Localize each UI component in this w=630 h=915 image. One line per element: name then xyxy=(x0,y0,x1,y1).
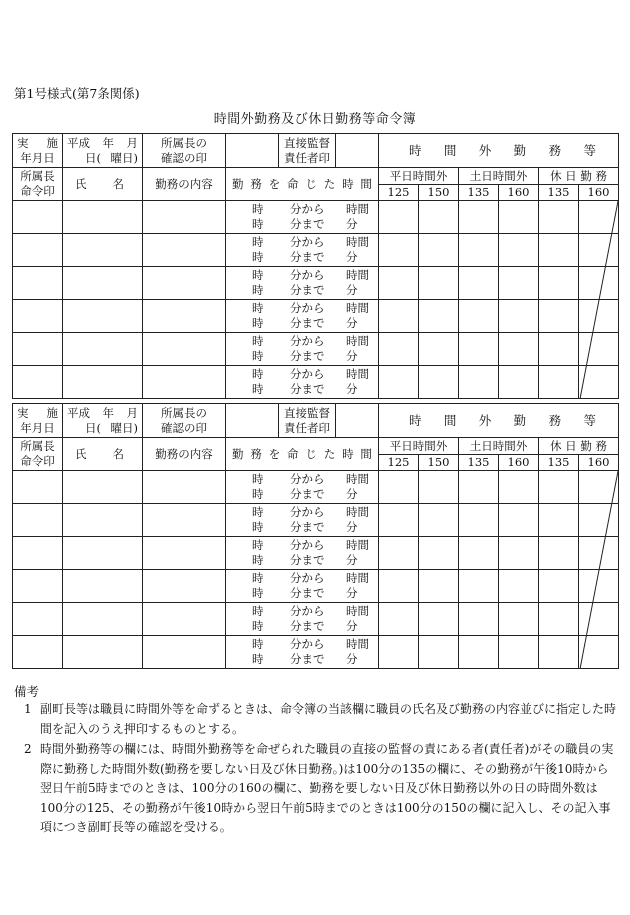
rate-cell-2[interactable] xyxy=(459,267,499,300)
date-field[interactable]: 平成 年 月 日( 曜日) xyxy=(63,134,143,168)
register-table-block-2 xyxy=(12,403,619,669)
rate-header-5: 160 xyxy=(579,185,619,201)
rate-cell-5[interactable] xyxy=(579,504,619,537)
work-content-header: 勤務の内容 xyxy=(143,438,226,471)
rate-cell-2[interactable] xyxy=(459,636,499,669)
rate-cell-1[interactable] xyxy=(419,471,459,504)
rate-cell-4[interactable] xyxy=(539,636,579,669)
rate-cell-0[interactable] xyxy=(379,636,419,669)
holiday-work-header: 休 日 勤 務 xyxy=(539,438,619,455)
supervisor-confirmation-label: 所属長の 確認の印 xyxy=(143,134,226,168)
table-row xyxy=(13,636,619,669)
table-row xyxy=(13,333,619,366)
rate-cell-0[interactable] xyxy=(379,267,419,300)
rate-cell-2[interactable] xyxy=(459,537,499,570)
work-content-cell[interactable] xyxy=(143,636,226,669)
ordered-time-cell[interactable]: 時 分から 時間 時 分まで 分 xyxy=(226,333,379,366)
name-cell[interactable] xyxy=(63,537,143,570)
overtime-header: 時 間 外 勤 務 等 xyxy=(379,404,619,438)
rate-cell-2[interactable] xyxy=(459,201,499,234)
work-content-cell[interactable] xyxy=(143,366,226,399)
rate-cell-3[interactable] xyxy=(499,504,539,537)
commander-seal-cell[interactable] xyxy=(13,603,63,636)
remark-number: 1 xyxy=(24,702,32,716)
rate-cell-1[interactable] xyxy=(419,636,459,669)
rate-cell-0[interactable] xyxy=(379,603,419,636)
rate-cell-4[interactable] xyxy=(539,537,579,570)
table-row xyxy=(13,570,619,603)
direct-supervisor-seal[interactable] xyxy=(336,404,379,438)
rate-cell-3[interactable] xyxy=(499,267,539,300)
implementation-date-label: 実 施 年月日 xyxy=(13,404,63,438)
rate-cell-5[interactable] xyxy=(579,366,619,399)
commander-seal-label: 所属長 命令印 xyxy=(13,168,63,201)
name-cell[interactable] xyxy=(63,570,143,603)
rate-cell-2[interactable] xyxy=(459,333,499,366)
name-cell[interactable] xyxy=(63,267,143,300)
rate-cell-2[interactable] xyxy=(459,603,499,636)
name-column-header: 氏 名 xyxy=(63,438,143,471)
rate-cell-0[interactable] xyxy=(379,366,419,399)
table-row xyxy=(13,201,619,234)
rate-cell-0[interactable] xyxy=(379,537,419,570)
name-cell[interactable] xyxy=(63,603,143,636)
rate-cell-2[interactable] xyxy=(459,366,499,399)
rate-cell-3[interactable] xyxy=(499,366,539,399)
table-row xyxy=(13,300,619,333)
rate-header-3: 160 xyxy=(499,185,539,201)
rate-cell-0[interactable] xyxy=(379,504,419,537)
rate-cell-2[interactable] xyxy=(459,471,499,504)
page-title: 時間外勤務及び休日勤務等命令簿 xyxy=(213,112,417,127)
ordered-time-cell[interactable]: 時 分から 時間 時 分まで 分 xyxy=(226,201,379,234)
rate-cell-4[interactable] xyxy=(539,201,579,234)
name-cell[interactable] xyxy=(63,333,143,366)
table-row xyxy=(13,234,619,267)
table-row xyxy=(13,471,619,504)
rate-cell-3[interactable] xyxy=(499,570,539,603)
commander-seal-cell[interactable] xyxy=(13,570,63,603)
holiday-work-header: 休 日 勤 務 xyxy=(539,168,619,185)
rate-cell-1[interactable] xyxy=(419,333,459,366)
name-column-header: 氏 名 xyxy=(63,168,143,201)
name-cell[interactable] xyxy=(63,300,143,333)
implementation-date-label: 実 施 年月日 xyxy=(13,134,63,168)
rate-header-4: 135 xyxy=(539,455,579,471)
remark-1 xyxy=(14,700,618,739)
rate-cell-0[interactable] xyxy=(379,471,419,504)
rate-cell-0[interactable] xyxy=(379,570,419,603)
rate-cell-3[interactable] xyxy=(499,333,539,366)
commander-seal-cell[interactable] xyxy=(13,201,63,234)
rate-cell-1[interactable] xyxy=(419,504,459,537)
rate-header-1: 150 xyxy=(419,455,459,471)
name-cell[interactable] xyxy=(63,636,143,669)
work-content-cell[interactable] xyxy=(143,603,226,636)
rate-header-0: 125 xyxy=(379,185,419,201)
name-cell[interactable] xyxy=(63,234,143,267)
rate-cell-4[interactable] xyxy=(539,570,579,603)
rate-cell-1[interactable] xyxy=(419,366,459,399)
commander-seal-cell[interactable] xyxy=(13,537,63,570)
table-row xyxy=(13,504,619,537)
rate-cell-5[interactable] xyxy=(579,471,619,504)
rate-cell-3[interactable] xyxy=(499,471,539,504)
commander-seal-cell[interactable] xyxy=(13,333,63,366)
rate-cell-3[interactable] xyxy=(499,537,539,570)
remark-text: 時間外勤務等の欄には、時間外勤務等を命ぜられた職員の直接の監督の責にある者(責任者)がその職員の実際に勤務した時間外数(勤務を要しない日及び休日勤務。)は100分の135の欄に、その勤務が午後10時から翌日午前5時までのときは、100分の160の欄に、勤務を要しない日及び休日勤務以外の日の時間外数は100分の125、その勤務が午後10時から翌日午前5時までのときは100分の150の欄に記入し、その記入事項につき副町長等の確認を受ける。 xyxy=(40,742,614,834)
ordered-time-cell[interactable]: 時 分から 時間 時 分まで 分 xyxy=(226,603,379,636)
remarks-heading: 備考 xyxy=(14,684,40,699)
ordered-time-cell[interactable]: 時 分から 時間 時 分まで 分 xyxy=(226,636,379,669)
rate-cell-0[interactable] xyxy=(379,300,419,333)
rate-cell-4[interactable] xyxy=(539,300,579,333)
name-cell[interactable] xyxy=(63,201,143,234)
ordered-time-cell[interactable]: 時 分から 時間 時 分まで 分 xyxy=(226,300,379,333)
rate-cell-2[interactable] xyxy=(459,570,499,603)
rate-cell-1[interactable] xyxy=(419,267,459,300)
rate-header-5: 160 xyxy=(579,455,619,471)
rate-cell-5[interactable] xyxy=(579,570,619,603)
rate-cell-3[interactable] xyxy=(499,234,539,267)
commander-seal-label: 所属長 命令印 xyxy=(13,438,63,471)
rate-cell-5[interactable] xyxy=(579,636,619,669)
rate-cell-1[interactable] xyxy=(419,300,459,333)
weekday-overtime-header: 平日時間外 xyxy=(379,438,459,455)
commander-seal-cell[interactable] xyxy=(13,300,63,333)
commander-seal-cell[interactable] xyxy=(13,636,63,669)
rate-cell-4[interactable] xyxy=(539,471,579,504)
rate-cell-1[interactable] xyxy=(419,570,459,603)
remark-number: 2 xyxy=(24,742,32,756)
commander-seal-cell[interactable] xyxy=(13,471,63,504)
rate-cell-5[interactable] xyxy=(579,603,619,636)
commander-seal-cell[interactable] xyxy=(13,366,63,399)
rate-cell-0[interactable] xyxy=(379,234,419,267)
register-table-block-1 xyxy=(12,133,619,399)
date-field[interactable]: 平成 年 月 日( 曜日) xyxy=(63,404,143,438)
rate-cell-1[interactable] xyxy=(419,201,459,234)
form-label: 第1号様式(第7条関係) xyxy=(14,86,140,101)
commander-seal-cell[interactable] xyxy=(13,267,63,300)
table-row xyxy=(13,366,619,399)
commander-seal-cell[interactable] xyxy=(13,504,63,537)
rate-header-1: 150 xyxy=(419,185,459,201)
direct-supervisor-label: 直接監督 責任者印 xyxy=(279,404,336,438)
ordered-time-header: 勤 務 を 命 じ た 時 間 xyxy=(226,438,379,471)
ordered-time-cell[interactable]: 時 分から 時間 時 分まで 分 xyxy=(226,267,379,300)
rate-header-2: 135 xyxy=(459,185,499,201)
remark-2 xyxy=(14,740,618,838)
work-content-cell[interactable] xyxy=(143,300,226,333)
work-content-cell[interactable] xyxy=(143,333,226,366)
direct-supervisor-label: 直接監督 責任者印 xyxy=(279,134,336,168)
supervisor-confirmation-seal[interactable] xyxy=(226,134,279,168)
rate-cell-4[interactable] xyxy=(539,267,579,300)
ordered-time-cell[interactable]: 時 分から 時間 時 分まで 分 xyxy=(226,471,379,504)
work-content-cell[interactable] xyxy=(143,267,226,300)
ordered-time-cell[interactable]: 時 分から 時間 時 分まで 分 xyxy=(226,570,379,603)
rate-cell-0[interactable] xyxy=(379,333,419,366)
work-content-header: 勤務の内容 xyxy=(143,168,226,201)
rate-cell-2[interactable] xyxy=(459,504,499,537)
ordered-time-cell[interactable]: 時 分から 時間 時 分まで 分 xyxy=(226,504,379,537)
rate-cell-2[interactable] xyxy=(459,300,499,333)
rate-cell-3[interactable] xyxy=(499,603,539,636)
rate-cell-4[interactable] xyxy=(539,333,579,366)
rate-cell-4[interactable] xyxy=(539,603,579,636)
rate-cell-4[interactable] xyxy=(539,234,579,267)
work-content-cell[interactable] xyxy=(143,201,226,234)
rate-cell-5[interactable] xyxy=(579,537,619,570)
rate-cell-3[interactable] xyxy=(499,300,539,333)
rate-cell-0[interactable] xyxy=(379,201,419,234)
work-content-cell[interactable] xyxy=(143,471,226,504)
rate-header-3: 160 xyxy=(499,455,539,471)
rate-cell-3[interactable] xyxy=(499,201,539,234)
rate-header-4: 135 xyxy=(539,185,579,201)
name-cell[interactable] xyxy=(63,366,143,399)
supervisor-confirmation-seal[interactable] xyxy=(226,404,279,438)
table-row xyxy=(13,537,619,570)
name-cell[interactable] xyxy=(63,471,143,504)
remark-text: 副町長等は職員に時間外等を命ずるときは、命令簿の当該欄に職員の氏名及び勤務の内容並びに指定した時間を記入のうえ押印するものとする。 xyxy=(40,702,617,736)
work-content-cell[interactable] xyxy=(143,234,226,267)
rate-cell-1[interactable] xyxy=(419,537,459,570)
weekend-overtime-header: 土日時間外 xyxy=(459,168,539,185)
overtime-header: 時 間 外 勤 務 等 xyxy=(379,134,619,168)
rate-cell-1[interactable] xyxy=(419,234,459,267)
name-cell[interactable] xyxy=(63,504,143,537)
rate-cell-4[interactable] xyxy=(539,504,579,537)
ordered-time-cell[interactable]: 時 分から 時間 時 分まで 分 xyxy=(226,366,379,399)
ordered-time-cell[interactable]: 時 分から 時間 時 分まで 分 xyxy=(226,234,379,267)
work-content-cell[interactable] xyxy=(143,537,226,570)
table-row xyxy=(13,267,619,300)
rate-cell-1[interactable] xyxy=(419,603,459,636)
weekend-overtime-header: 土日時間外 xyxy=(459,438,539,455)
rate-cell-5[interactable] xyxy=(579,300,619,333)
direct-supervisor-seal[interactable] xyxy=(336,134,379,168)
supervisor-confirmation-label: 所属長の 確認の印 xyxy=(143,404,226,438)
rate-cell-5[interactable] xyxy=(579,201,619,234)
rate-header-0: 125 xyxy=(379,455,419,471)
ordered-time-cell[interactable]: 時 分から 時間 時 分まで 分 xyxy=(226,537,379,570)
commander-seal-cell[interactable] xyxy=(13,234,63,267)
rate-header-2: 135 xyxy=(459,455,499,471)
rate-cell-3[interactable] xyxy=(499,636,539,669)
rate-cell-5[interactable] xyxy=(579,333,619,366)
rate-cell-2[interactable] xyxy=(459,234,499,267)
table-row xyxy=(13,603,619,636)
ordered-time-header: 勤 務 を 命 じ た 時 間 xyxy=(226,168,379,201)
weekday-overtime-header: 平日時間外 xyxy=(379,168,459,185)
rate-cell-5[interactable] xyxy=(579,267,619,300)
work-content-cell[interactable] xyxy=(143,504,226,537)
rate-cell-4[interactable] xyxy=(539,366,579,399)
rate-cell-5[interactable] xyxy=(579,234,619,267)
work-content-cell[interactable] xyxy=(143,570,226,603)
